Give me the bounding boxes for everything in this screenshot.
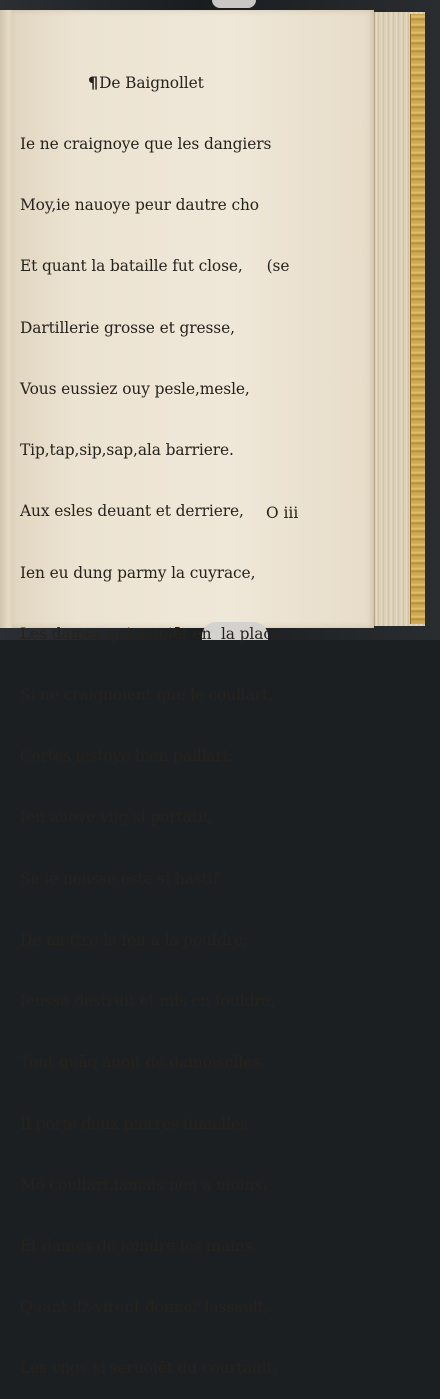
pilcrow-mark: ¶: [88, 72, 99, 92]
verse-line: Mō coullart,iamais nen a moins.: [20, 1175, 268, 1194]
verse-line: Quant ilz virent donner lassault,: [20, 1298, 269, 1317]
page-text: [20, 32, 370, 1399]
verse-line: Moy,ie nauoye peur dautre cho: [20, 196, 259, 215]
verse-line: Ieusse destruit et mis en fouldre,: [20, 992, 276, 1011]
verse-line: Et dames de ioindre les mains,: [20, 1236, 258, 1255]
verse-line: Ie ne craignoye que les dangiers: [20, 135, 272, 154]
running-head-text: De Baignollet: [99, 73, 204, 92]
verse-line: Il porte deux pierres iumelles: [20, 1114, 248, 1133]
verse-line: Si ne craignoient que le coullart,: [20, 686, 273, 704]
verse-line: Dartillerie grosse et gresse,: [20, 318, 235, 337]
verse-line: Les dames qui estoiēt en la place: [20, 624, 281, 643]
verse-line: Ien auoye vng si portatif,: [20, 808, 213, 827]
verse-line: Se ie neusse este si hastif: [20, 869, 219, 888]
verse-line: Vous eussiez ouy pesle,mesle,: [20, 379, 250, 398]
verse-line: Ien eu dung parmy la cuyrace,: [20, 563, 256, 582]
verse-line: De mettre le feu a la pouldre,: [20, 930, 248, 949]
top-clamp: [212, 0, 256, 8]
verse-line: Les vngs si seruoiēt du courtault,: [20, 1359, 278, 1378]
signature-mark: O iii: [266, 504, 299, 522]
gilt-fore-edge: [410, 14, 425, 624]
verse-line: Tout quāq auoit de damoiselles,: [20, 1053, 265, 1072]
running-head: [20, 73, 370, 93]
verse-line: Aux esles deuant et derriere,: [20, 502, 244, 521]
verse-line: Certes iestoye bien paillart:: [20, 747, 234, 766]
verse-line: Tip,tap,sip,sap,ala barriere.: [20, 441, 234, 460]
verse-line: Et quant la bataille fut close, (se: [20, 257, 290, 276]
